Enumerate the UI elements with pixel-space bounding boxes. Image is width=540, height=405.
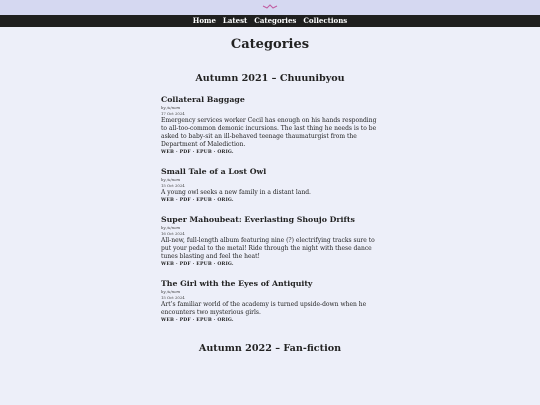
web-link[interactable]: WEB xyxy=(161,198,175,203)
orig-link[interactable]: ORIG. xyxy=(217,262,234,267)
entry-description: A young owl seeks a new family in a distant land. xyxy=(161,189,311,196)
page-title: Categories xyxy=(230,37,310,52)
entry-date: 15 Oct 2024 xyxy=(161,183,185,188)
epub-link[interactable]: EPUB xyxy=(196,318,212,323)
entry-date: 15 Oct 2024 xyxy=(161,295,185,300)
entry-list xyxy=(159,95,381,325)
pdf-link[interactable]: PDF xyxy=(179,318,191,323)
epub-link[interactable]: EPUB xyxy=(196,198,212,203)
entry-author[interactable]: by /u/nom xyxy=(161,177,181,182)
entry-links: WEB · PDF · EPUB · ORIG. xyxy=(161,262,234,267)
entry-title[interactable]: Super Mahoubeat: Everlasting Shoujo Drifts xyxy=(161,215,355,224)
pdf-link[interactable]: PDF xyxy=(179,150,191,155)
top-band xyxy=(0,0,540,15)
web-link[interactable]: WEB xyxy=(161,150,175,155)
entry-links: WEB · PDF · EPUB · ORIG. xyxy=(161,318,234,323)
epub-link[interactable]: EPUB xyxy=(196,150,212,155)
web-link[interactable]: WEB xyxy=(161,318,175,323)
entry-author[interactable]: by /u/nom xyxy=(161,105,181,110)
entry xyxy=(161,167,381,205)
entry-date: 17 Oct 2024 xyxy=(161,111,185,116)
nav-latest[interactable]: Latest xyxy=(222,16,248,25)
entry xyxy=(161,95,381,157)
nav-categories[interactable]: Categories xyxy=(254,16,297,25)
orig-link[interactable]: ORIG. xyxy=(217,150,234,155)
entry-date: 16 Oct 2024 xyxy=(161,231,185,236)
site-logo-icon[interactable] xyxy=(262,4,278,10)
entry-title[interactable]: Small Tale of a Lost Owl xyxy=(161,167,267,176)
orig-link[interactable]: ORIG. xyxy=(217,198,234,203)
main-nav xyxy=(0,15,540,27)
entry-links: WEB · PDF · EPUB · ORIG. xyxy=(161,198,234,203)
pdf-link[interactable]: PDF xyxy=(179,198,191,203)
entry-author[interactable]: by /u/nom xyxy=(161,289,181,294)
entry-links: WEB · PDF · EPUB · ORIG. xyxy=(161,150,234,155)
pdf-link[interactable]: PDF xyxy=(179,262,191,267)
entry-title[interactable]: The Girl with the Eyes of Antiquity xyxy=(161,279,313,288)
entry-author[interactable]: by /u/nom xyxy=(161,225,181,230)
entry xyxy=(161,279,381,325)
entry-description: Emergency services worker Cecil has enough on his hands responding to all-too-common demonic incursions. The last thing he needs is to be asked to baby-sit an ill-behaved teenage thaumaturgist from the Department of Malediction. xyxy=(161,117,377,148)
epub-link[interactable]: EPUB xyxy=(196,262,212,267)
web-link[interactable]: WEB xyxy=(161,262,175,267)
nav-collections[interactable]: Collections xyxy=(303,16,348,25)
orig-link[interactable]: ORIG. xyxy=(217,318,234,323)
entry-title[interactable]: Collateral Baggage xyxy=(161,95,245,104)
entry-description: Art’s familiar world of the academy is turned upside-down when he encounters two mysterious girls. xyxy=(161,301,367,316)
nav-home[interactable]: Home xyxy=(192,16,216,25)
entry-description: All-new, full-length album featuring nine (?) electrifying tracks sure to put your pedal to the metal! Ride through the night with these dance tunes blasting and feel the heat! xyxy=(161,237,375,260)
section-title: Autumn 2022 – Fan-fiction xyxy=(198,343,342,354)
section-title: Autumn 2021 – Chuunibyou xyxy=(195,73,345,84)
entry xyxy=(161,215,381,269)
